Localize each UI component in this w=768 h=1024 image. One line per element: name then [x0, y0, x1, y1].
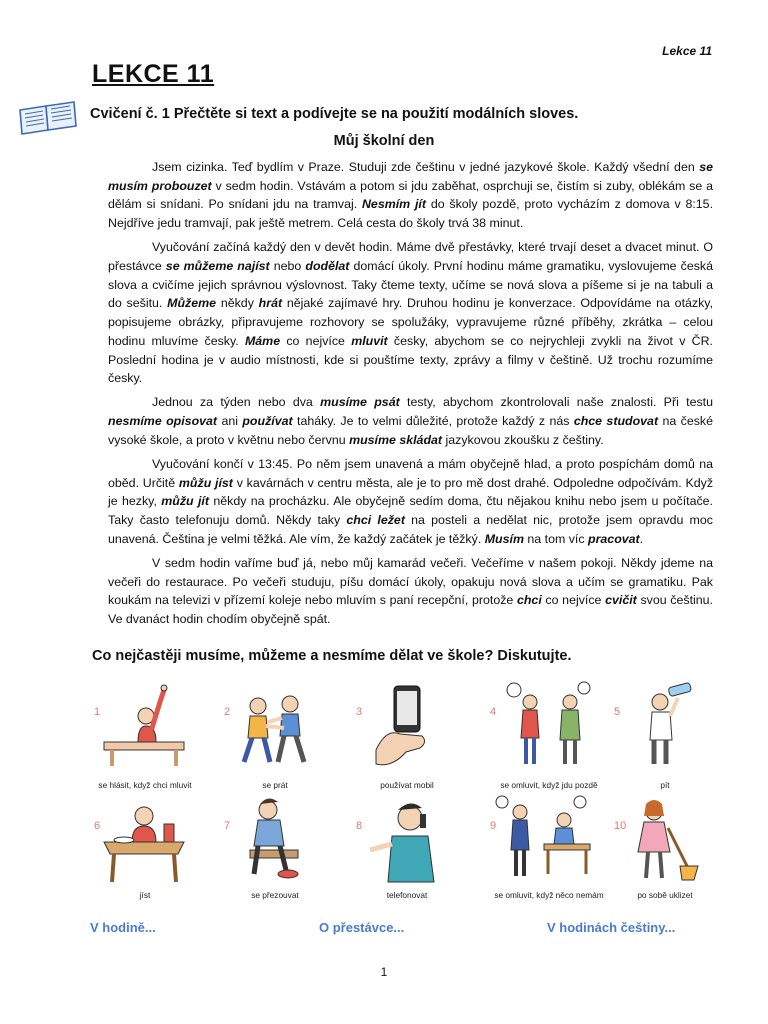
paragraph — [108, 158, 713, 233]
text-segment: do školy pozdě, proto vycházím z domova v 8:15. Nejdříve jedu tramvají, pak ještě metrem. Celá cesta do školy trvá 38 minut. — [108, 197, 714, 231]
text-segment: Vyučování začíná každý den v devět hodin. Máme dvě přestávky, které trvají deset a dvacet minut. O přestávce — [108, 240, 713, 274]
page-number: 1 — [380, 965, 388, 979]
exercise-heading: Cvičení č. 1 Přečtěte si text a podívejte se na použití modálních sloves. — [90, 106, 579, 122]
text-segment: česky, abychom se co nejrychleji zvykli na život v ČR. Poslední hodina je v audio místnosti, kde si pouštíme texty, zprávy a filmy v češtině. Už trochu rozumíme česky. — [108, 333, 713, 386]
modal-verb-phrase: můžu jíst — [178, 475, 233, 490]
modal-verb-phrase: musíme psát — [320, 395, 400, 410]
text-segment: Vyučování končí v 13:45. Po něm jsem unavená a mám obyčejně hlad, a proto pospíchám domů na oběd. Určitě — [108, 457, 713, 490]
fighting-icon — [224, 680, 324, 770]
category-czech-lessons: V hodinách češtiny... — [547, 920, 676, 935]
picture-number: 6 — [94, 820, 101, 832]
paragraph — [108, 455, 713, 549]
picture-card — [484, 680, 614, 794]
picture-caption: telefonovat — [386, 890, 428, 900]
picture-card — [350, 680, 464, 794]
text-segment: co nejvíce — [541, 593, 606, 608]
text-segment: Jednou za týden nebo dva — [152, 395, 321, 410]
apologizing-late-icon — [490, 680, 602, 770]
modal-verb-phrase: Nesmím jít — [361, 197, 427, 212]
text-segment: v sedm hodin. Vstávám a potom si jdu zaběhat, osprchuji se, čistím si zuby, oblékám se a dělám si snídani. Po snídani jdu na tramvaj. — [108, 178, 714, 212]
paragraph — [108, 393, 713, 449]
category-break: O přestávce... — [319, 920, 405, 935]
modal-verb-phrase: hrát — [258, 296, 283, 311]
text-segment: taháky. Je to velmi důležité, protože každý z nás — [292, 414, 574, 429]
text-segment: na tom víc — [523, 531, 589, 546]
paragraph — [108, 554, 713, 629]
cleaning-up-icon — [614, 794, 714, 884]
text-segment: někdy na procházku. Ale obyčejně sedím doma, čtu nějakou knihu nebo jsem u počítače. Taky často telefonuju domů. Někdy taky — [108, 494, 713, 528]
picture-number: 7 — [224, 820, 231, 832]
picture-caption: používat mobil — [380, 780, 434, 790]
text-segment: svou češtinu. Ve dvanáct hodin chodím obyčejně spát. — [108, 593, 713, 627]
text-title: Můj školní den — [333, 133, 435, 149]
picture-card — [218, 680, 332, 794]
picture-caption: jíst — [139, 890, 151, 900]
modal-verb-phrase: používat — [242, 414, 293, 429]
text-segment: nebo — [269, 259, 306, 274]
text-segment: na české vysoké škole, a proto v květnu nebo červnu — [108, 414, 713, 447]
drinking-icon — [614, 680, 714, 770]
modal-verb-phrase: chci ležet — [346, 513, 405, 528]
picture-caption: se přezouvat — [251, 890, 299, 900]
modal-verb-phrase: Můžeme — [167, 296, 217, 311]
eating-icon — [94, 794, 194, 884]
picture-card — [88, 680, 202, 794]
modal-verb-phrase: chci — [516, 593, 542, 608]
lesson-title: LEKCE 11 — [92, 60, 215, 88]
text-segment: domácí úkoly. První hodinu máme gramatiku, vyslovujeme česká slova a cvičíme jejich správnou výslovnost. Taky čteme texty, učíme se nová slova a píšeme si je na tabuli a do sešitu. — [108, 259, 713, 311]
text-segment: nějaké zajímavé hry. Druhou hodinu je konverzace. Odpovídáme na otázky, popisujeme obrázky, připravujeme rozhovory se spolužáky, vypravujeme různé příběhy, zkrátka – celou hodinu mluvíme česky. — [108, 296, 714, 348]
phoning-icon — [356, 794, 456, 884]
modal-verb-phrase: mluvit — [351, 333, 388, 348]
picture-caption: po sobě uklizet — [637, 890, 693, 900]
picture-number: 9 — [490, 820, 497, 832]
picture-number: 8 — [356, 820, 363, 832]
picture-caption: se omluvit, když jdu pozdě — [500, 780, 598, 790]
picture-card — [608, 794, 722, 908]
discussion-question: Co nejčastěji musíme, můžeme a nesmíme dělat ve škole? Diskutujte. — [92, 648, 572, 664]
picture-caption: pít — [660, 780, 670, 790]
text-segment: ani — [217, 414, 243, 429]
modal-verb-phrase: Máme — [244, 333, 281, 348]
lesson-reference: Lekce 11 — [662, 44, 712, 58]
changing-shoes-icon — [224, 794, 324, 884]
modal-verb-phrase: dodělat — [305, 259, 350, 274]
text-segment: co nejvíce — [280, 333, 352, 348]
reading-text — [108, 158, 713, 634]
mobile-phone-icon — [356, 680, 456, 770]
text-segment: v kavárnách v centru města, ale je to pro mě dost drahé. Odpoledne odpočívám. Když je hezky, — [108, 475, 714, 509]
open-book-icon — [16, 100, 80, 136]
picture-number: 3 — [356, 706, 363, 718]
modal-verb-phrase: musíme skládat — [349, 432, 443, 447]
picture-card — [350, 794, 464, 908]
modal-verb-phrase: se můžeme najíst — [165, 259, 270, 274]
picture-card — [88, 794, 202, 908]
apologizing-icon — [490, 794, 602, 884]
picture-number: 1 — [94, 706, 101, 718]
picture-number: 5 — [614, 706, 621, 718]
picture-caption: se hlásit, když chci mluvit — [98, 780, 192, 790]
modal-verb-phrase: pracovat — [588, 531, 640, 546]
picture-number: 2 — [224, 706, 231, 718]
modal-verb-phrase: chce studovat — [573, 414, 659, 429]
picture-card — [608, 680, 722, 794]
category-in-class: V hodině... — [90, 920, 156, 935]
text-segment: V sedm hodin vaříme buď já, nebo můj kamarád večeři. Večeříme v našem pokoji. Někdy jdeme na večeři do restaurace. Po večeři studuju, píšu domácí úkoly, opakuju nová slova a učím se gramatiku. Pak koukám na televizi v přízemí koleje nebo mluvím s paní recepční, protože — [108, 556, 713, 608]
picture-grid — [88, 680, 714, 908]
modal-verb-phrase: cvičit — [605, 593, 637, 608]
text-segment: . — [639, 531, 644, 546]
picture-caption: se prát — [262, 780, 288, 790]
modal-verb-phrase: nesmíme opisovat — [108, 414, 218, 429]
text-segment: na posteli a nedělat nic, protože jsem opravdu moc unavená. Čeština je velmi těžká. Ale vím, že každý začátek je těžký. — [108, 513, 713, 546]
picture-number: 10 — [614, 820, 627, 832]
picture-card — [484, 794, 614, 908]
modal-verb-phrase: můžu jít — [161, 494, 209, 509]
paragraph — [108, 238, 713, 388]
picture-card — [218, 794, 332, 908]
text-segment: Jsem cizinka. Teď bydlím v Praze. Studuji zde češtinu v jedné jazykové škole. Každý všední den — [152, 160, 700, 174]
picture-caption: se omluvit, když něco nemám — [494, 890, 604, 900]
text-segment: testy, abychom zkontrolovali naše znalosti. Při testu — [399, 395, 713, 410]
text-segment: jazykovou zkoušku z češtiny. — [442, 432, 604, 447]
picture-number: 4 — [490, 706, 497, 718]
modal-verb-phrase: se musím probouzet — [108, 160, 713, 193]
modal-verb-phrase: Musím — [484, 531, 524, 546]
raising-hand-icon — [94, 680, 194, 770]
text-segment: někdy — [216, 296, 259, 311]
